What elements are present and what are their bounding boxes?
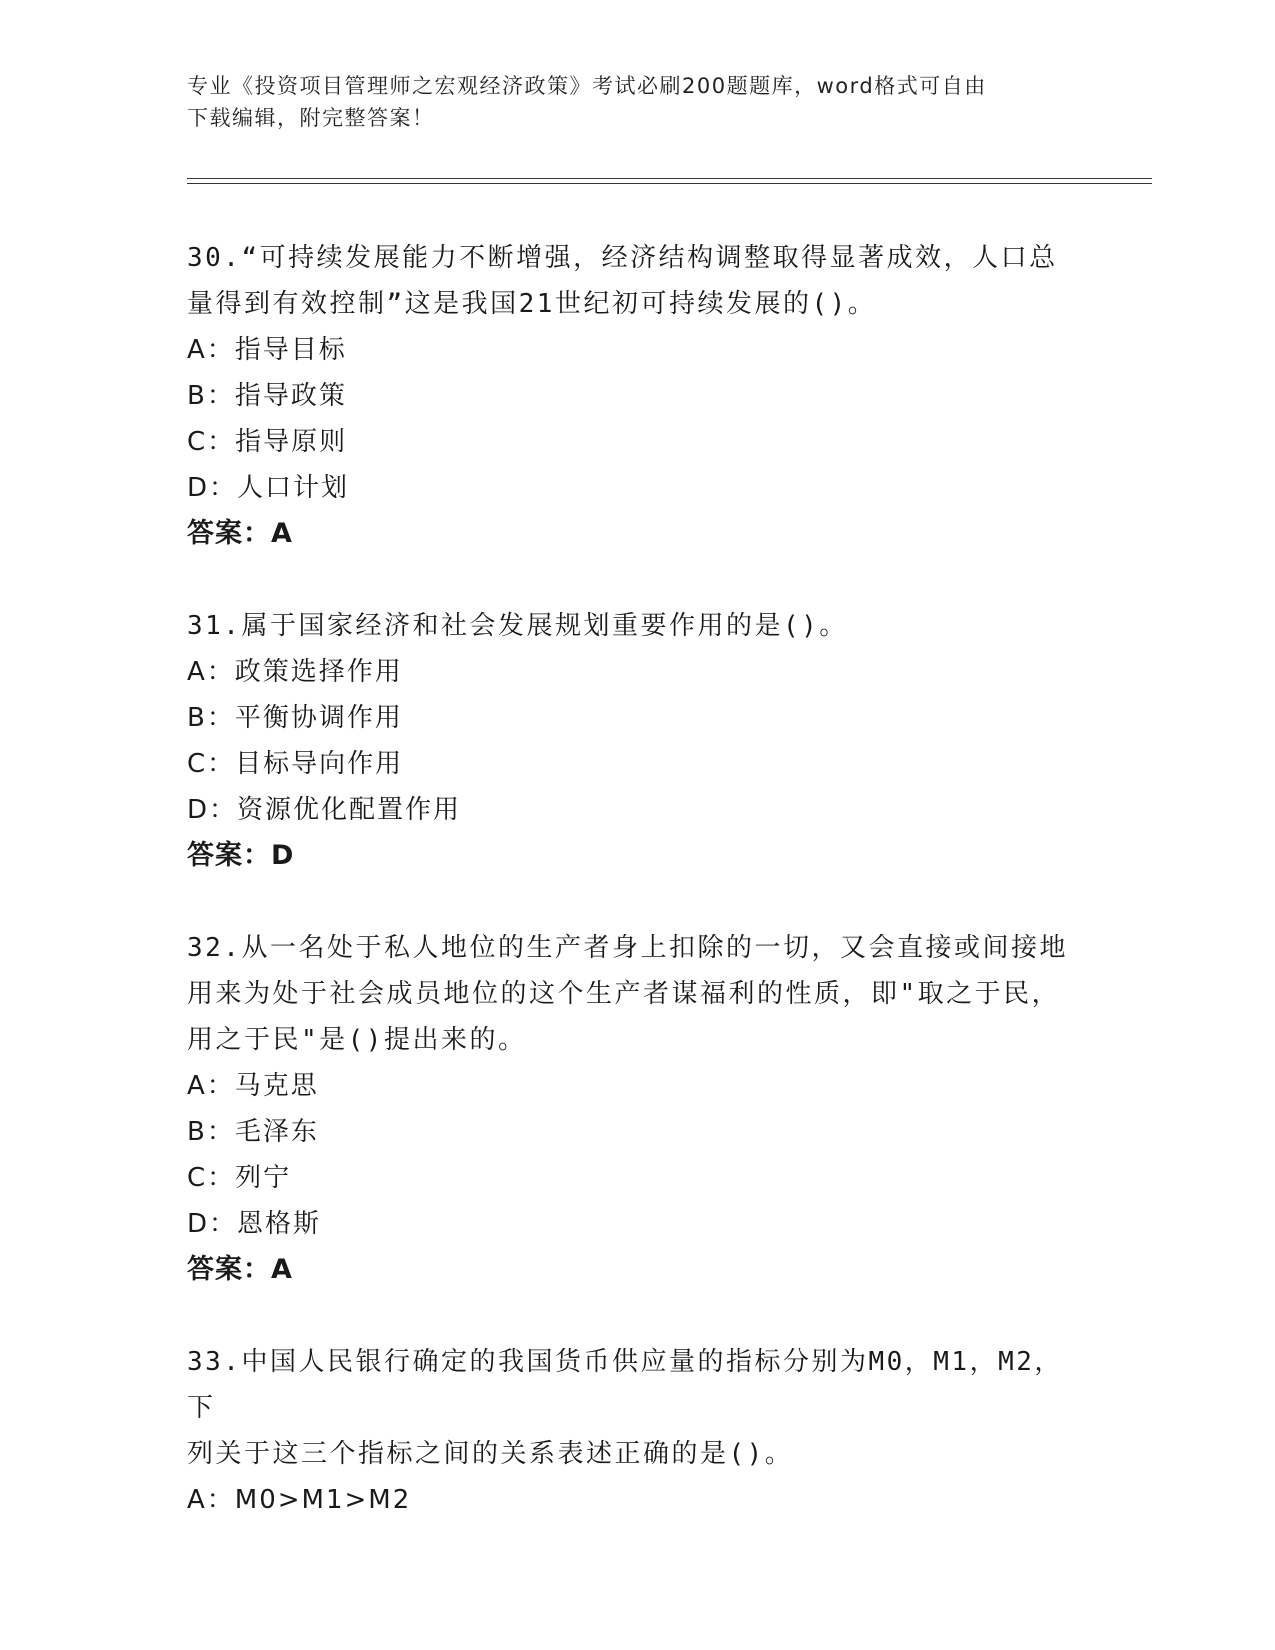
question-text-line: 列关于这三个指标之间的关系表述正确的是()。 (187, 1439, 794, 1469)
answer: 答案：A (187, 1254, 293, 1285)
question-32 (187, 925, 1087, 1293)
document-header (187, 70, 1067, 134)
spacer (187, 1293, 1087, 1339)
header-line-1: 专业《投资项目管理师之宏观经济政策》考试必刷200题题库，word格式可自由 (187, 74, 987, 98)
question-text-line: 32.从一名处于私人地位的生产者身上扣除的一切，又会直接或间接地 (187, 933, 1068, 963)
header-line-2: 下载编辑，附完整答案！ (187, 106, 435, 130)
option-b: B：指导政策 (187, 381, 347, 411)
question-30 (187, 235, 1087, 557)
option-c: C：指导原则 (187, 427, 348, 457)
question-31 (187, 603, 1087, 879)
option-a: A：政策选择作用 (187, 657, 403, 687)
header-rule-bottom (187, 183, 1152, 184)
option-a: A：M0>M1>M2 (187, 1485, 412, 1515)
question-33 (187, 1339, 1087, 1523)
answer: 答案：D (187, 840, 295, 871)
option-d: D：恩格斯 (187, 1209, 322, 1239)
option-b: B：平衡协调作用 (187, 703, 403, 733)
spacer (187, 557, 1087, 603)
header-rule-top (187, 178, 1152, 179)
option-a: A：马克思 (187, 1071, 319, 1101)
question-text-line: 31.属于国家经济和社会发展规划重要作用的是()。 (187, 611, 848, 641)
question-text-line: 30.“可持续发展能力不断增强，经济结构调整取得显著成效，人口总 (187, 243, 1058, 273)
question-list (187, 235, 1087, 1523)
spacer (187, 879, 1087, 925)
answer: 答案：A (187, 518, 293, 549)
option-c: C：目标导向作用 (187, 749, 404, 779)
option-b: B：毛泽东 (187, 1117, 319, 1147)
question-text-line: 用来为处于社会成员地位的这个生产者谋福利的性质，即"取之于民， (187, 979, 1061, 1009)
option-c: C：列宁 (187, 1163, 292, 1193)
option-d: D：人口计划 (187, 473, 350, 503)
question-text-line: 33.中国人民银行确定的我国货币供应量的指标分别为M0，M1，M2，下 (187, 1347, 1063, 1423)
question-text-line: 用之于民"是()提出来的。 (187, 1025, 527, 1055)
question-text-line: 量得到有效控制”这是我国21世纪初可持续发展的()。 (187, 289, 877, 319)
option-a: A：指导目标 (187, 335, 347, 365)
option-d: D：资源优化配置作用 (187, 795, 462, 825)
